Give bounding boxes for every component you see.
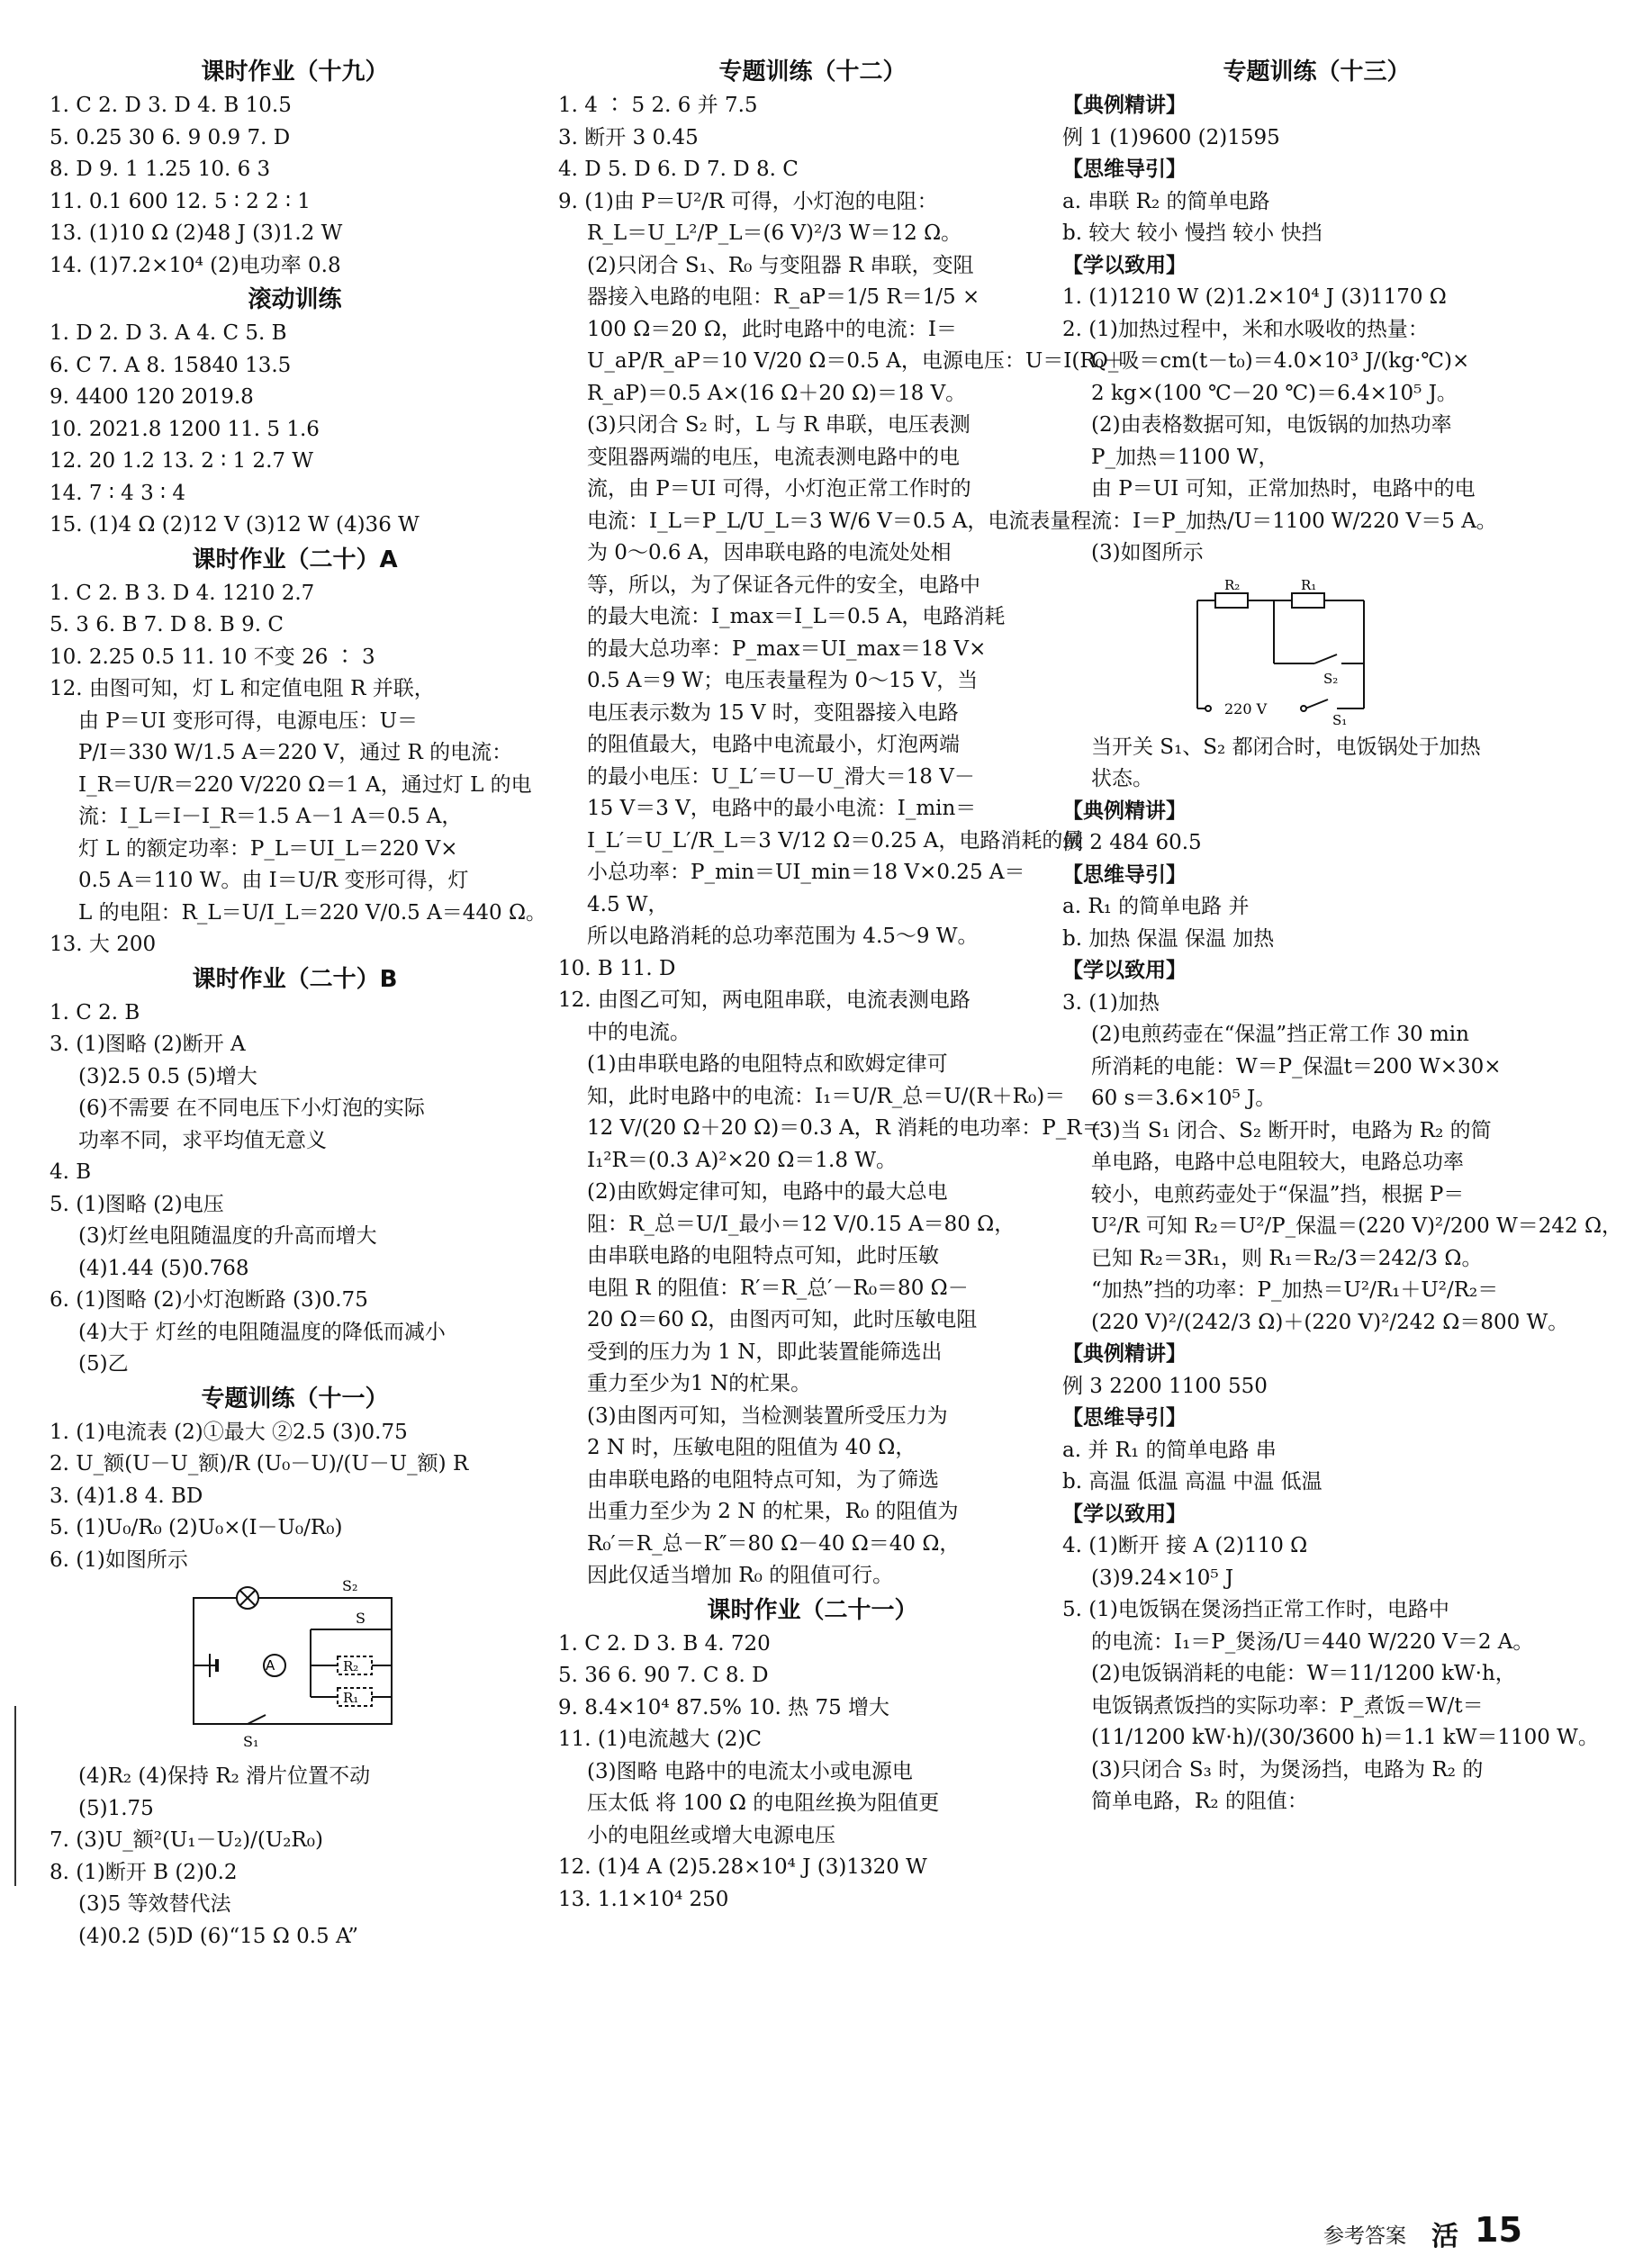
answer-line: 压太低 将 100 Ω 的电阻丝换为阻值更 bbox=[587, 1791, 940, 1815]
answer-line: (3)5 等效替代法 bbox=[78, 1892, 231, 1916]
answer-line: 100 Ω＝20 Ω，此时电路中的电流：I＝ bbox=[587, 317, 958, 341]
answer-line: 11. 0.1 600 12. 5 ∶ 2 2 ∶ 1 bbox=[50, 189, 311, 213]
answer-line: 由串联电路的电阻特点可知，此时压敏 bbox=[587, 1244, 939, 1268]
answer-line: 15. (1)4 Ω (2)12 V (3)12 W (4)36 W bbox=[50, 513, 420, 537]
answer-line: I_R＝U/R＝220 V/220 Ω＝1 A，通过灯 L 的电 bbox=[78, 772, 532, 797]
answer-column-1 bbox=[50, 54, 547, 1953]
answer-line: 小的电阻丝或增大电源电压 bbox=[587, 1823, 835, 1847]
answer-line: 由串联电路的电阻特点可知，为了筛选 bbox=[587, 1467, 939, 1492]
answer-line: 1. C 2. D 3. B 4. 720 bbox=[558, 1631, 771, 1656]
answer-line: 已知 R₂＝3R₁，则 R₁＝R₂/3＝242/3 Ω。 bbox=[1091, 1246, 1483, 1270]
resistor-r1-label: R₁ bbox=[1301, 576, 1317, 593]
answer-line: 9. 4400 120 2019.8 bbox=[50, 385, 254, 409]
switch-s2-label: S₂ bbox=[1323, 670, 1339, 687]
answer-line: 7. (3)U_额²(U₁－U₂)/(U₂R₀) bbox=[50, 1828, 323, 1852]
answer-line: (2)由表格数据可知，电饭锅的加热功率 bbox=[1091, 413, 1452, 437]
answer-line: (5)1.75 bbox=[78, 1796, 154, 1820]
answer-line: 14. (1)7.2×10⁴ (2)电功率 0.8 bbox=[50, 253, 341, 277]
answer-line: 的电流：I₁＝P_煲汤/U＝440 W/220 V＝2 A。 bbox=[1091, 1629, 1534, 1654]
answer-line: 4. B bbox=[50, 1160, 92, 1184]
answer-line: (2)电煎药壶在“保温”挡正常工作 30 min bbox=[1091, 1023, 1469, 1046]
answer-line: (2)只闭合 S₁、R₀ 与变阻器 R 串联，变阻 bbox=[587, 253, 974, 277]
answer-line: 3. (4)1.8 4. BD bbox=[50, 1484, 203, 1508]
answer-line: 变阻器两端的电压，电流表测电路中的电 bbox=[587, 445, 960, 469]
page-edge-mark bbox=[0, 1706, 16, 1886]
answer-line: 2 kg×(100 ℃－20 ℃)＝6.4×10⁵ J。 bbox=[1091, 381, 1458, 405]
answer-line: P_加热＝1100 W， bbox=[1091, 445, 1279, 469]
answer-line: 状态。 bbox=[1091, 767, 1153, 790]
answer-line: (2)由欧姆定律可知，电路中的最大总电 bbox=[587, 1180, 948, 1204]
answer-line: (4)R₂ (4)保持 R₂ 滑片位置不动 bbox=[78, 1764, 371, 1788]
answer-line: 例 3 2200 1100 550 bbox=[1062, 1374, 1268, 1398]
section-heading: 专题训练（十三） bbox=[1223, 59, 1411, 86]
answer-line: (3)如图所示 bbox=[1091, 541, 1204, 564]
section-heading: 滚动训练 bbox=[248, 286, 342, 313]
section-heading: 课时作业（二十）B bbox=[192, 965, 398, 993]
answer-line: (4)大于 灯丝的电阻随温度的降低而减小 bbox=[78, 1320, 446, 1344]
answer-line: 0.5 A＝110 W。由 I＝U/R 变形可得，灯 bbox=[78, 869, 469, 892]
answer-line: 中的电流。 bbox=[587, 1020, 691, 1044]
answer-line: 2 N 时，压敏电阻的阻值为 40 Ω， bbox=[587, 1436, 916, 1459]
answer-line: 流，由 P＝UI 可得，小灯泡正常工作时的 bbox=[587, 477, 971, 501]
switch-s1-label: S₁ bbox=[243, 1733, 259, 1750]
answer-line: (5)乙 bbox=[78, 1352, 129, 1376]
answer-line: R₀′＝R_总－R″＝80 Ω－40 Ω＝40 Ω， bbox=[587, 1531, 961, 1556]
answer-line: 小总功率：P_min＝UI_min＝18 V×0.25 A＝ bbox=[587, 861, 1025, 884]
answer-line: 10. 2.25 0.5 11. 10 不变 26 ∶ 3 bbox=[50, 645, 375, 669]
answer-line: 阻：R_总＝U/I_最小＝12 V/0.15 A＝80 Ω， bbox=[587, 1212, 1016, 1236]
answer-line: “加热”挡的功率：P_加热＝U²/R₁＋U²/R₂＝ bbox=[1091, 1278, 1499, 1302]
answer-line: 5. 0.25 30 6. 9 0.9 7. D bbox=[50, 125, 291, 149]
subsection-tag: 【典例精讲】 bbox=[1062, 799, 1187, 823]
answer-line: 10. 2021.8 1200 11. 5 1.6 bbox=[50, 417, 320, 441]
answer-line: 5. 3 6. B 7. D 8. B 9. C bbox=[50, 613, 284, 636]
answer-line: 所以电路消耗的总功率范围为 4.5～9 W。 bbox=[587, 925, 979, 948]
answer-line: 1. C 2. B 3. D 4. 1210 2.7 bbox=[50, 581, 315, 605]
answer-line: (3)当 S₁ 闭合、S₂ 断开时，电路为 R₂ 的简 bbox=[1091, 1118, 1492, 1142]
answer-line: (6)不需要 在不同电压下小灯泡的实际 bbox=[78, 1096, 425, 1120]
answer-line: 当开关 S₁、S₂ 都闭合时，电饭锅处于加热 bbox=[1091, 735, 1481, 759]
answer-line: 1. (1)电流表 (2)①最大 ②2.5 (3)0.75 bbox=[50, 1420, 408, 1444]
answer-line: (4)1.44 (5)0.768 bbox=[78, 1256, 249, 1280]
answer-line: a. 并 R₁ 的简单电路 串 bbox=[1062, 1438, 1277, 1462]
answer-line: a. R₁ 的简单电路 并 bbox=[1062, 895, 1250, 918]
answer-line: (1)由串联电路的电阻特点和欧姆定律可 bbox=[587, 1052, 948, 1076]
answer-line: 简单电路，R₂ 的阻值： bbox=[1091, 1790, 1308, 1813]
answer-line: b. 加热 保温 保温 加热 bbox=[1062, 926, 1275, 951]
answer-line: 5. (1)U₀/R₀ (2)U₀×(I－U₀/R₀) bbox=[50, 1516, 343, 1539]
answer-line: 4. (1)断开 接 A (2)110 Ω bbox=[1062, 1534, 1308, 1557]
answer-line: 流：I_L＝I－I_R＝1.5 A－1 A＝0.5 A， bbox=[78, 805, 463, 828]
answer-line: 0.5 A＝9 W；电压表量程为 0～15 V，当 bbox=[587, 669, 979, 692]
answer-line: 等，所以，为了保证各元件的安全，电路中 bbox=[587, 573, 980, 597]
resistor-r1-label: R₁ bbox=[343, 1690, 359, 1706]
answer-line: 20 Ω＝60 Ω，由图丙可知，此时压敏电阻 bbox=[587, 1308, 978, 1331]
answer-line: I₁²R＝(0.3 A)²×20 Ω＝1.8 W。 bbox=[587, 1148, 897, 1172]
answer-line: 6. (1)如图所示 bbox=[50, 1548, 188, 1572]
answer-line: 60 s＝3.6×10⁵ J。 bbox=[1091, 1087, 1277, 1110]
answer-line: 的最大总功率：P_max＝UI_max＝18 V× bbox=[587, 636, 987, 661]
answer-line: (3)只闭合 S₂ 时，L 与 R 串联，电压表测 bbox=[587, 413, 970, 437]
circuit-diagram-1 bbox=[176, 1577, 410, 1755]
answer-line: 出重力至少为 2 N 的杧果，R₀ 的阻值为 bbox=[587, 1500, 959, 1523]
answer-line: 12. 20 1.2 13. 2 ∶ 1 2.7 W bbox=[50, 449, 313, 473]
answer-line: (2)电饭锅消耗的电能：W＝11/1200 kW·h， bbox=[1091, 1662, 1516, 1685]
subsection-tag: 【思维导引】 bbox=[1062, 158, 1187, 181]
footer-huo: 活 bbox=[1431, 2221, 1458, 2252]
answer-line: Q_吸＝cm(t－t₀)＝4.0×10³ J/(kg·℃)× bbox=[1091, 349, 1470, 373]
answer-line: b. 高温 低温 高温 中温 低温 bbox=[1062, 1470, 1323, 1493]
answer-line: 13. 大 200 bbox=[50, 933, 157, 956]
answer-line: U²/R 可知 R₂＝U²/P_保温＝(220 V)²/200 W＝242 Ω， bbox=[1091, 1214, 1623, 1238]
section-heading: 课时作业（十九） bbox=[201, 59, 389, 86]
answer-line: 例 2 484 60.5 bbox=[1062, 831, 1202, 854]
answer-line: 知，此时电路中的电流：I₁＝U/R_总＝U/(R＋R₀)＝ bbox=[587, 1084, 1066, 1108]
answer-line: (3)2.5 0.5 (5)增大 bbox=[78, 1064, 257, 1088]
answer-line: 由 P＝UI 变形可得，电源电压：U＝ bbox=[78, 708, 418, 733]
answer-line: 11. (1)电流越大 (2)C bbox=[558, 1728, 762, 1751]
answer-line: 15 V＝3 V，电路中的最小电流：I_min＝ bbox=[587, 797, 977, 820]
answer-line: 1. C 2. D 3. D 4. B 10.5 bbox=[50, 94, 292, 117]
subsection-tag: 【学以致用】 bbox=[1062, 1502, 1187, 1526]
answer-line: 1. D 2. D 3. A 4. C 5. B bbox=[50, 321, 287, 345]
answer-line: U_aP/R_aP＝10 V/20 Ω＝0.5 A，电源电压：U＝I(R₀＋ bbox=[587, 349, 1124, 373]
answer-line: 的阻值最大，电路中电流最小，灯泡两端 bbox=[587, 733, 960, 756]
answer-line: 14. 7 ∶ 4 3 ∶ 4 bbox=[50, 481, 185, 505]
answer-line: 为 0～0.6 A，因串联电路的电流处处相 bbox=[587, 541, 952, 564]
page-footer bbox=[1323, 2210, 1629, 2264]
answer-line: 10. B 11. D bbox=[558, 956, 676, 980]
answer-line: 较小，电煎药壶处于“保温”挡，根据 P＝ bbox=[1091, 1182, 1465, 1206]
answer-line: 4. D 5. D 6. D 7. D 8. C bbox=[558, 158, 799, 181]
answer-line: 3. (1)加热 bbox=[1062, 990, 1160, 1015]
answer-line: 2. (1)加热过程中，米和水吸收的热量： bbox=[1062, 317, 1429, 341]
answer-line: 单电路，电路中总电阻较大，电路总功率 bbox=[1091, 1151, 1464, 1174]
subsection-tag: 【典例精讲】 bbox=[1062, 1342, 1187, 1366]
answer-line: 5. 36 6. 90 7. C 8. D bbox=[558, 1664, 769, 1687]
answer-line: 灯 L 的额定功率：P_L＝UI_L＝220 V× bbox=[78, 836, 458, 861]
answer-line: 电压表示数为 15 V 时，变阻器接入电路 bbox=[587, 700, 959, 725]
answer-line: 器接入电路的电阻：R_aP＝1/5 R＝1/5 × bbox=[587, 285, 980, 309]
answer-line: 1. (1)1210 W (2)1.2×10⁴ J (3)1170 Ω bbox=[1062, 285, 1447, 309]
answer-line: 受到的压力为 1 N，即此装置能筛选出 bbox=[587, 1340, 943, 1364]
answer-line: 流：I＝P_加热/U＝1100 W/220 V＝5 A。 bbox=[1091, 509, 1497, 533]
answer-line: b. 较大 较小 慢挡 较小 快挡 bbox=[1062, 221, 1323, 245]
answer-column-3 bbox=[1062, 54, 1623, 1818]
answer-line: 1. 4 ∶ 5 2. 6 并 7.5 bbox=[558, 94, 758, 117]
answer-line: (11/1200 kW·h)/(30/3600 h)＝1.1 kW＝1100 W。 bbox=[1091, 1726, 1599, 1749]
answer-line: (3)9.24×10⁵ J bbox=[1091, 1566, 1234, 1590]
subsection-tag: 【思维导引】 bbox=[1062, 1406, 1187, 1430]
answer-line: 3. 断开 3 0.45 bbox=[558, 125, 699, 149]
answer-line: (3)灯丝电阻随温度的升高而增大 bbox=[78, 1224, 377, 1248]
page-number: 15 bbox=[1475, 2210, 1522, 2250]
answer-line: 1. C 2. B bbox=[50, 1000, 140, 1024]
answer-line: P/I＝330 W/1.5 A＝220 V，通过 R 的电流： bbox=[78, 741, 513, 764]
switch-s2-label: S₂ bbox=[342, 1577, 358, 1594]
answer-line: 12 V/(20 Ω＋20 Ω)＝0.3 A，R 消耗的电功率：P_R＝ bbox=[587, 1116, 1103, 1140]
answer-line: 13. 1.1×10⁴ 250 bbox=[558, 1887, 729, 1911]
resistor-r2-label: R₂ bbox=[343, 1658, 359, 1674]
answer-line: 的最小电压：U_L′＝U－U_滑大＝18 V－ bbox=[587, 764, 975, 789]
answer-line: 由 P＝UI 可知，正常加热时，电路中的电 bbox=[1091, 477, 1476, 501]
answer-line: R_aP)＝0.5 A×(16 Ω＋20 Ω)＝18 V。 bbox=[587, 381, 967, 405]
answer-line: 电流：I_L＝P_L/U_L＝3 W/6 V＝0.5 A，电流表量程 bbox=[587, 509, 1092, 533]
answer-line: L 的电阻：R_L＝U/I_L＝220 V/0.5 A＝440 Ω。 bbox=[78, 900, 547, 925]
section-heading: 专题训练（十一） bbox=[201, 1385, 389, 1412]
switch-s1-label: S₁ bbox=[1332, 711, 1348, 728]
answer-line: (3)由图丙可知，当检测装置所受压力为 bbox=[587, 1403, 948, 1428]
answer-line: 9. 8.4×10⁴ 87.5% 10. 热 75 增大 bbox=[558, 1695, 890, 1719]
answer-line: 6. C 7. A 8. 15840 13.5 bbox=[50, 353, 292, 377]
section-heading: 课时作业（二十一） bbox=[707, 1596, 918, 1624]
subsection-tag: 【思维导引】 bbox=[1062, 862, 1187, 887]
switch-s-label: S bbox=[356, 1610, 366, 1627]
answer-line: 电阻 R 的阻值：R′＝R_总′－R₀＝80 Ω－ bbox=[587, 1276, 969, 1300]
answer-line: (3)图略 电路中的电流太小或电源电 bbox=[587, 1759, 913, 1783]
answer-line: 例 1 (1)9600 (2)1595 bbox=[1062, 125, 1280, 149]
answer-line: 重力至少为1 N的杧果。 bbox=[587, 1372, 812, 1395]
answer-line: 因此仅适当增加 R₀ 的阻值可行。 bbox=[587, 1564, 894, 1587]
answer-line: 12. 由图可知，灯 L 和定值电阻 R 并联， bbox=[50, 677, 435, 700]
subsection-tag: 【学以致用】 bbox=[1062, 959, 1187, 982]
answer-line: 2. U_额(U－U_额)/R (U₀－U)/(U－U_额) R bbox=[50, 1452, 469, 1475]
answer-line: (220 V)²/(242/3 Ω)＋(220 V)²/242 Ω＝800 W。 bbox=[1091, 1310, 1569, 1334]
ammeter-label: A bbox=[266, 1657, 275, 1674]
answer-line: 9. (1)由 P＝U²/R 可得，小灯泡的电阻： bbox=[558, 189, 938, 213]
answer-line: 电饭锅煮饭挡的实际功率：P_煮饭＝W/t＝ bbox=[1091, 1693, 1484, 1718]
resistor-r2-label: R₂ bbox=[1224, 576, 1241, 593]
answer-line: 3. (1)图略 (2)断开 A bbox=[50, 1033, 246, 1056]
answer-line: a. 串联 R₂ 的简单电路 bbox=[1062, 189, 1270, 213]
answer-line: 所消耗的电能：W＝P_保温t＝200 W×30× bbox=[1091, 1054, 1502, 1078]
answer-line: 6. (1)图略 (2)小灯泡断路 (3)0.75 bbox=[50, 1288, 368, 1312]
answer-line: 8. D 9. 1 1.25 10. 6 3 bbox=[50, 158, 271, 181]
answer-line: R_L＝U_L²/P_L＝(6 V)²/3 W＝12 Ω。 bbox=[587, 221, 962, 245]
answer-line: (3)只闭合 S₃ 时，为煲汤挡，电路为 R₂ 的 bbox=[1091, 1757, 1484, 1782]
section-heading: 课时作业（二十）A bbox=[192, 546, 398, 573]
answer-line: 5. (1)图略 (2)电压 bbox=[50, 1192, 224, 1216]
answer-line: 8. (1)断开 B (2)0.2 bbox=[50, 1860, 238, 1884]
answer-line: (4)0.2 (5)D (6)“15 Ω 0.5 A” bbox=[78, 1924, 358, 1948]
voltage-label: 220 V bbox=[1224, 699, 1268, 717]
answer-line: 功率不同，求平均值无意义 bbox=[78, 1128, 327, 1152]
subsection-tag: 【学以致用】 bbox=[1062, 253, 1187, 277]
answer-line: 4.5 W， bbox=[587, 892, 669, 916]
footer-label: 参考答案 bbox=[1323, 2224, 1406, 2248]
section-heading: 专题训练（十二） bbox=[718, 59, 907, 86]
circuit-diagram-2 bbox=[1188, 573, 1386, 726]
answer-line: 12. 由图乙可知，两电阻串联，电流表测电路 bbox=[558, 988, 970, 1012]
answer-line: 12. (1)4 A (2)5.28×10⁴ J (3)1320 W bbox=[558, 1855, 927, 1879]
answer-line: 13. (1)10 Ω (2)48 J (3)1.2 W bbox=[50, 221, 343, 245]
subsection-tag: 【典例精讲】 bbox=[1062, 94, 1187, 117]
answer-line: 5. (1)电饭锅在煲汤挡正常工作时，电路中 bbox=[1062, 1598, 1449, 1621]
answer-line: I_L′＝U_L′/R_L＝3 V/12 Ω＝0.25 A，电路消耗的最 bbox=[587, 828, 1084, 853]
answer-line: 的最大电流：I_max＝I_L＝0.5 A，电路消耗 bbox=[587, 605, 1006, 628]
